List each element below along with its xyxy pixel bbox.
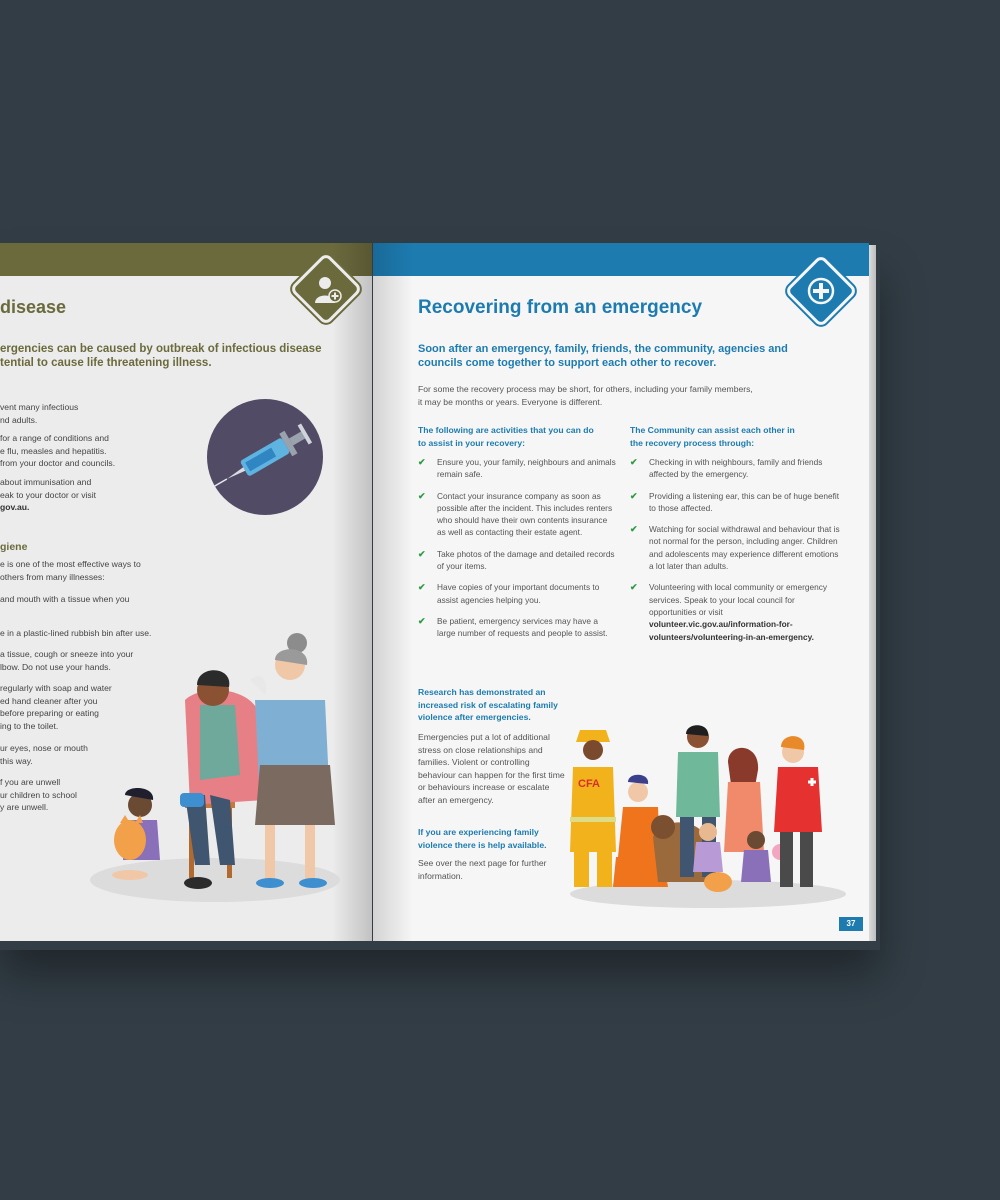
text-line: vent many infectious bbox=[0, 402, 79, 412]
hygiene-bullet-2: e in a plastic-lined rubbish bin after use. bbox=[0, 628, 152, 638]
hygiene-heading: giene bbox=[0, 541, 28, 553]
right-page-title: Recovering from an emergency bbox=[418, 297, 703, 318]
text-line: ed hand cleaner after you bbox=[0, 695, 98, 706]
list-item-text: Ensure you, your family, neighbours and animals remain safe. bbox=[437, 457, 616, 480]
list-item-text: Checking in with neighbours, family and friends affected by the emergency. bbox=[649, 457, 823, 480]
list-item bbox=[630, 523, 840, 572]
right-header-band bbox=[373, 243, 869, 276]
list-item bbox=[630, 581, 840, 642]
list-item bbox=[630, 456, 840, 481]
left-page-intro: ergencies can be caused by outbreak of infectious disease tential to cause life threatening illness. bbox=[0, 343, 322, 369]
check-icon: ✔ bbox=[418, 615, 426, 626]
check-icon: ✔ bbox=[418, 548, 426, 559]
text-line: y are unwell. bbox=[0, 802, 49, 812]
check-icon: ✔ bbox=[630, 582, 638, 593]
hygiene-intro bbox=[0, 558, 141, 583]
family-illness-illustration bbox=[85, 625, 345, 910]
list-item-text: Watching for social withdrawal and behaviour that is not normal for the person, including anger. Children and adolescents may experience different emotions a lot later than adults. bbox=[649, 524, 840, 572]
hygiene-bullet-6 bbox=[0, 776, 77, 814]
research-heading: Research has demonstrated an increased risk of escalating family violence after emergencies. bbox=[418, 687, 558, 722]
text-line: for a range of conditions and bbox=[0, 433, 109, 443]
text-line: this way. bbox=[0, 755, 33, 766]
list-item-text: Be patient, emergency services may have a large number of requests and people to assist. bbox=[437, 615, 608, 639]
text-line: For some the recovery process may be short, for others, including your family members, bbox=[418, 384, 753, 394]
hygiene-bullet-5 bbox=[0, 742, 88, 767]
text-line: f you are unwell bbox=[0, 777, 61, 787]
left-paragraph-2 bbox=[0, 432, 115, 470]
list-item-text: Contact your insurance company as soon as possible after the incident. This includes renters who should have their own contents insurance as well as contacting their estate agent. bbox=[437, 490, 613, 538]
text-line: ur eyes, nose or mouth bbox=[0, 743, 88, 753]
page-number: 37 bbox=[839, 917, 863, 931]
list-item bbox=[418, 581, 618, 606]
list-item-text: Providing a listening ear, this can be of huge benefit to those affected. bbox=[649, 490, 840, 513]
page-edge bbox=[869, 245, 876, 941]
check-icon: ✔ bbox=[418, 457, 426, 467]
list-item bbox=[418, 548, 618, 573]
text-line: gov.au. bbox=[0, 502, 30, 512]
text-line: e flu, measles and hepatitis. bbox=[0, 445, 107, 456]
left-page-title: disease bbox=[0, 297, 67, 317]
volunteer-link[interactable]: volunteer.vic.gov.au/information-for-volunteers/volunteering-in-an-emergency. bbox=[649, 619, 814, 642]
right-page-body bbox=[418, 383, 838, 408]
text-line: a tissue, cough or sneeze into your bbox=[0, 649, 134, 659]
check-icon: ✔ bbox=[630, 524, 638, 535]
col2-heading: The Community can assist each other in the recovery process through: bbox=[630, 425, 795, 448]
list-item bbox=[630, 490, 840, 515]
col2-checklist bbox=[630, 456, 840, 652]
col1-checklist bbox=[418, 456, 618, 649]
person-plus-icon bbox=[308, 270, 348, 310]
syringe-illustration bbox=[205, 398, 325, 516]
left-paragraph-1 bbox=[0, 401, 78, 426]
list-item-text: Volunteering with local community or emergency services. Speak to your local council for opportunities or visit bbox=[649, 582, 828, 617]
text-line: about immunisation and bbox=[0, 477, 92, 487]
community-helpers-illustration bbox=[568, 722, 848, 912]
left-paragraph-3 bbox=[0, 476, 96, 514]
help-text: See over the next page for further information. bbox=[418, 858, 547, 881]
text-line: others from many illnesses: bbox=[0, 571, 105, 582]
research-text: Emergencies put a lot of additional stress on close relationships and families. Violent or controlling behaviour can happen for the first time or behaviours increase or escalate after an emergency. bbox=[418, 732, 565, 805]
list-item bbox=[418, 615, 618, 640]
text-line: before preparing or eating bbox=[0, 708, 99, 718]
right-page-intro: Soon after an emergency, family, friends, the community, agencies and councils come together to support each other to recover. bbox=[418, 343, 788, 369]
hygiene-bullet-1: and mouth with a tissue when you bbox=[0, 594, 130, 604]
first-aid-plus-icon bbox=[802, 272, 840, 310]
text-line: from your doctor and councils. bbox=[0, 458, 116, 468]
check-icon: ✔ bbox=[630, 490, 638, 501]
list-item-text: Have copies of your important documents to assist agencies helping you. bbox=[437, 582, 600, 605]
text-line: lbow. Do not use your hands. bbox=[0, 661, 111, 672]
list-item bbox=[418, 456, 618, 481]
text-line: nd adults. bbox=[0, 414, 38, 425]
text-line: it may be months or years. Everyone is different. bbox=[418, 396, 603, 407]
text-line: ur children to school bbox=[0, 789, 77, 800]
check-icon: ✔ bbox=[630, 457, 638, 467]
text-line: ing to the toilet. bbox=[0, 720, 59, 731]
right-gutter-shade bbox=[373, 243, 413, 941]
col1-heading: The following are activities that you can do to assist in your recovery: bbox=[418, 425, 594, 448]
text-line: eak to your doctor or visit bbox=[0, 489, 97, 500]
cfa-label: CFA bbox=[578, 778, 600, 790]
list-item bbox=[418, 490, 618, 539]
check-icon: ✔ bbox=[418, 582, 426, 593]
check-icon: ✔ bbox=[418, 490, 426, 501]
text-line: regularly with soap and water bbox=[0, 683, 112, 693]
help-heading: If you are experiencing family violence there is help available. bbox=[418, 827, 547, 850]
text-line: e is one of the most effective ways to bbox=[0, 559, 141, 569]
list-item-text: Take photos of the damage and detailed records of your items. bbox=[437, 548, 615, 572]
